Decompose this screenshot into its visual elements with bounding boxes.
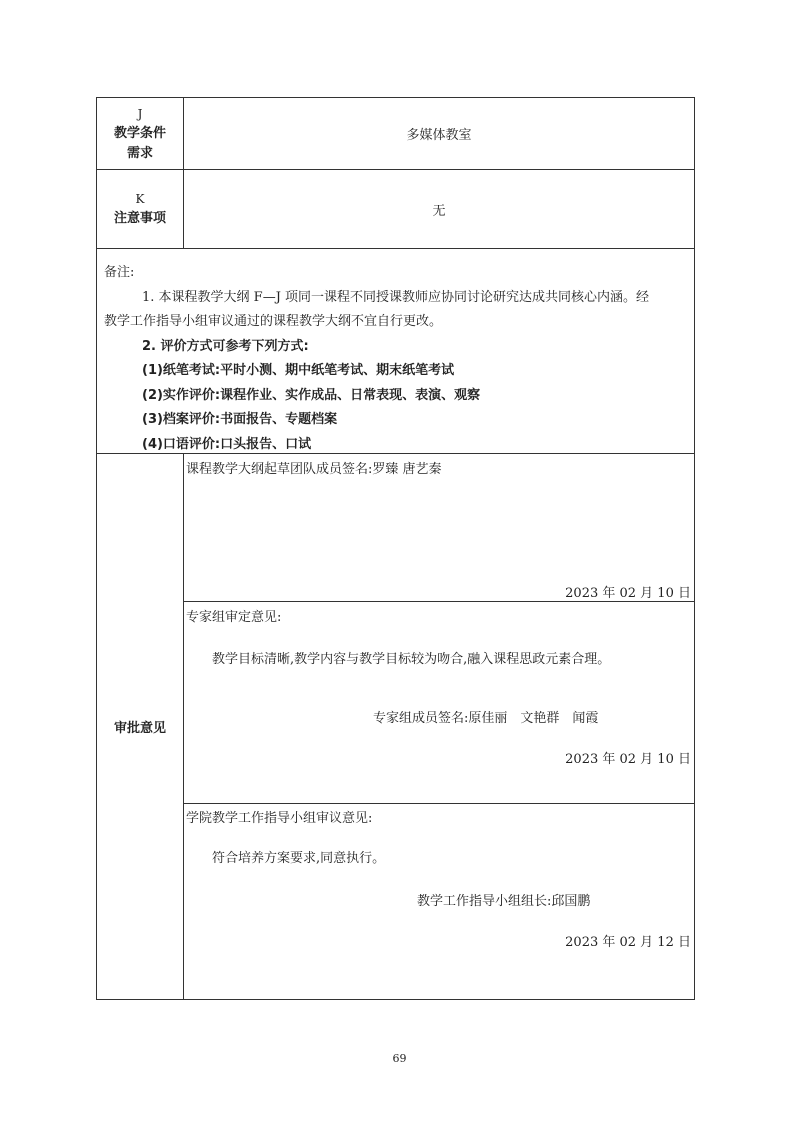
remarks-line: 2. 评价方式可参考下列方式: [142, 338, 309, 354]
page-number: 69 [392, 1052, 407, 1065]
remarks-item: (3)档案评价:书面报告、专题档案 [142, 412, 338, 427]
expert-signature: 专家组成员签名:原佳丽 文艳群 闻霞 [373, 711, 599, 726]
college-date: 2023 年 02 月 12 日 [565, 935, 691, 950]
row-code: J [137, 106, 143, 121]
remarks-item: (4)口语评价:口头报告、口试 [142, 436, 312, 452]
expert-heading: 专家组审定意见: [186, 610, 282, 625]
drafting-date: 2023 年 02 月 10 日 [565, 586, 691, 601]
row-label [97, 98, 184, 169]
row-label [97, 170, 184, 248]
row-notes-k [97, 170, 694, 249]
college-opinion: 符合培养方案要求,同意执行。 [212, 851, 386, 866]
row-label-line2: 需求 [126, 145, 153, 161]
syllabus-table [96, 97, 695, 1000]
approval-label: 审批意见 [97, 454, 184, 999]
row-code: K [135, 192, 145, 206]
drafting-team-cell [184, 454, 694, 602]
college-review-cell [184, 804, 694, 999]
college-heading: 学院教学工作指导小组审议意见: [186, 811, 373, 826]
expert-review-cell [184, 602, 694, 804]
remarks-heading: 备注: [104, 265, 135, 280]
expert-opinion: 教学目标清晰,教学内容与教学目标较为吻合,融入课程思政元素合理。 [212, 652, 611, 667]
row-value: 无 [432, 203, 446, 219]
row-value: 多媒体教室 [406, 128, 472, 143]
row-teaching-conditions [97, 98, 694, 170]
remarks-line: 1. 本课程教学大纲 F—J 项同一课程不同授课教师应协同讨论研究达成共同核心内涵。经 [142, 289, 650, 305]
remarks-section [97, 249, 694, 454]
remarks-item: (1)纸笔考试:平时小测、期中纸笔考试、期末纸笔考试 [142, 363, 455, 378]
remarks-line: 教学工作指导小组审议通过的课程教学大纲不宜自行更改。 [104, 314, 443, 329]
row-label-line1: 注意事项 [113, 211, 166, 226]
remarks-item: (2)实作评价:课程作业、实作成品、日常表现、表演、观察 [142, 387, 481, 403]
expert-date: 2023 年 02 月 10 日 [565, 752, 691, 767]
drafting-signature: 课程教学大纲起草团队成员签名:罗臻 唐艺秦 [186, 462, 442, 477]
row-label-line1: 教学条件 [113, 125, 166, 141]
college-signature: 教学工作指导小组组长:邱国鹏 [417, 894, 591, 909]
